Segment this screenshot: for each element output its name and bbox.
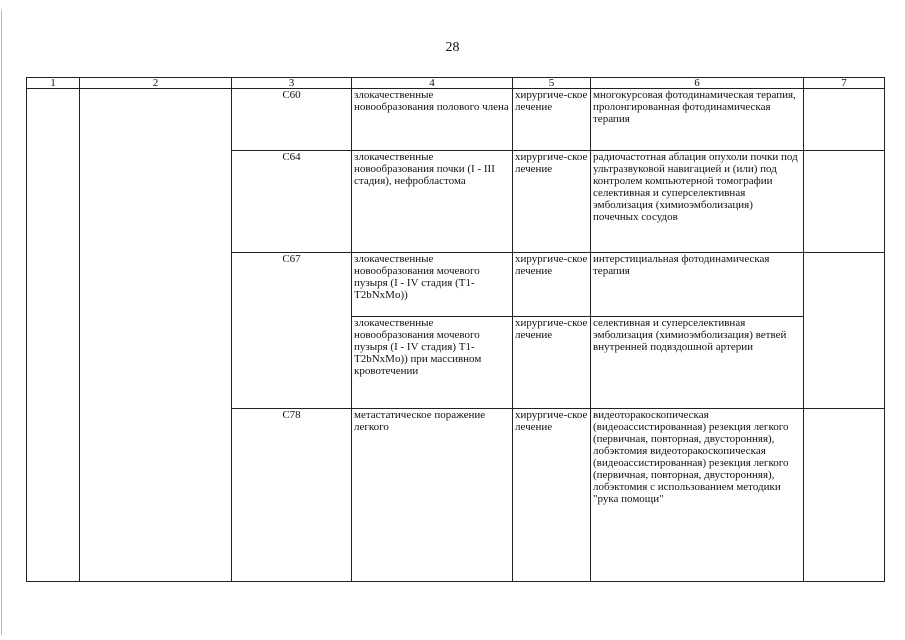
column-header: 7 [804,78,885,89]
icd-code-cell: С67 [232,253,352,317]
treatment-type-cell: хирургиче-ское лечение [513,253,591,317]
method-cell: видеоторакоскопическая (видеоассистированная) резекция легкого (первичная, повторная, двусторонняя), лобэктомия видеоторакоскопическая (видеоассистированная) резекция легкого (первичная, повторная, двусторонняя), лобэктомия с использованием методики "рука помощи" [591,409,804,582]
column-header: 3 [232,78,352,89]
method-cell: радиочастотная аблация опухоли почки под ультразвуковой навигацией и (или) под контролем компьютерной томографии селективная и суперселективная эмболизация (химиоэмболизация) почечных сосудов [591,151,804,253]
diagnosis-cell: злокачественные новообразования почки (I - III стадия), нефробластома [352,151,513,253]
empty-cell-col7 [804,409,885,582]
treatment-type-cell: хирургиче-ское лечение [513,409,591,582]
empty-cell-col7 [804,253,885,317]
empty-cell-col2 [80,89,232,582]
empty-cell-col7 [804,89,885,151]
diagnosis-cell: злокачественные новообразования мочевого пузыря (I - IV стадия (T1-T2bNxMo)) [352,253,513,317]
diagnosis-cell: злокачественные новообразования мочевого пузыря (I - IV стадия) T1-T2bNxMo)) при массивном кровотечении [352,317,513,409]
treatment-type-cell: хирургиче-ское лечение [513,151,591,253]
icd-code-cell: С64 [232,151,352,253]
column-header: 5 [513,78,591,89]
column-header: 6 [591,78,804,89]
method-cell: селективная и суперселективная эмболизация (химиоэмболизация) ветвей внутренней подвздошной артерии [591,317,804,409]
diagnosis-cell: злокачественные новообразования полового члена [352,89,513,151]
column-number-row [27,78,885,89]
column-header: 4 [352,78,513,89]
column-header: 1 [27,78,80,89]
page-number: 28 [445,40,460,55]
method-cell: многокурсовая фотодинамическая терапия, пролонгированная фотодинамическая терапия [591,89,804,151]
empty-cell-col7 [804,151,885,253]
icd-code-cell: С78 [232,409,352,582]
procedures-table [26,77,885,582]
empty-cell-col1 [27,89,80,582]
empty-cell-col7 [804,317,885,409]
page-edge-line [1,10,2,635]
diagnosis-cell: метастатическое поражение легкого [352,409,513,582]
icd-code-cell: С60 [232,89,352,151]
icd-code-cell [232,317,352,409]
table-row [27,89,885,151]
method-cell: интерстициальная фотодинамическая терапия [591,253,804,317]
column-header: 2 [80,78,232,89]
treatment-type-cell: хирургиче-ское лечение [513,89,591,151]
treatment-type-cell: хирургиче-ское лечение [513,317,591,409]
